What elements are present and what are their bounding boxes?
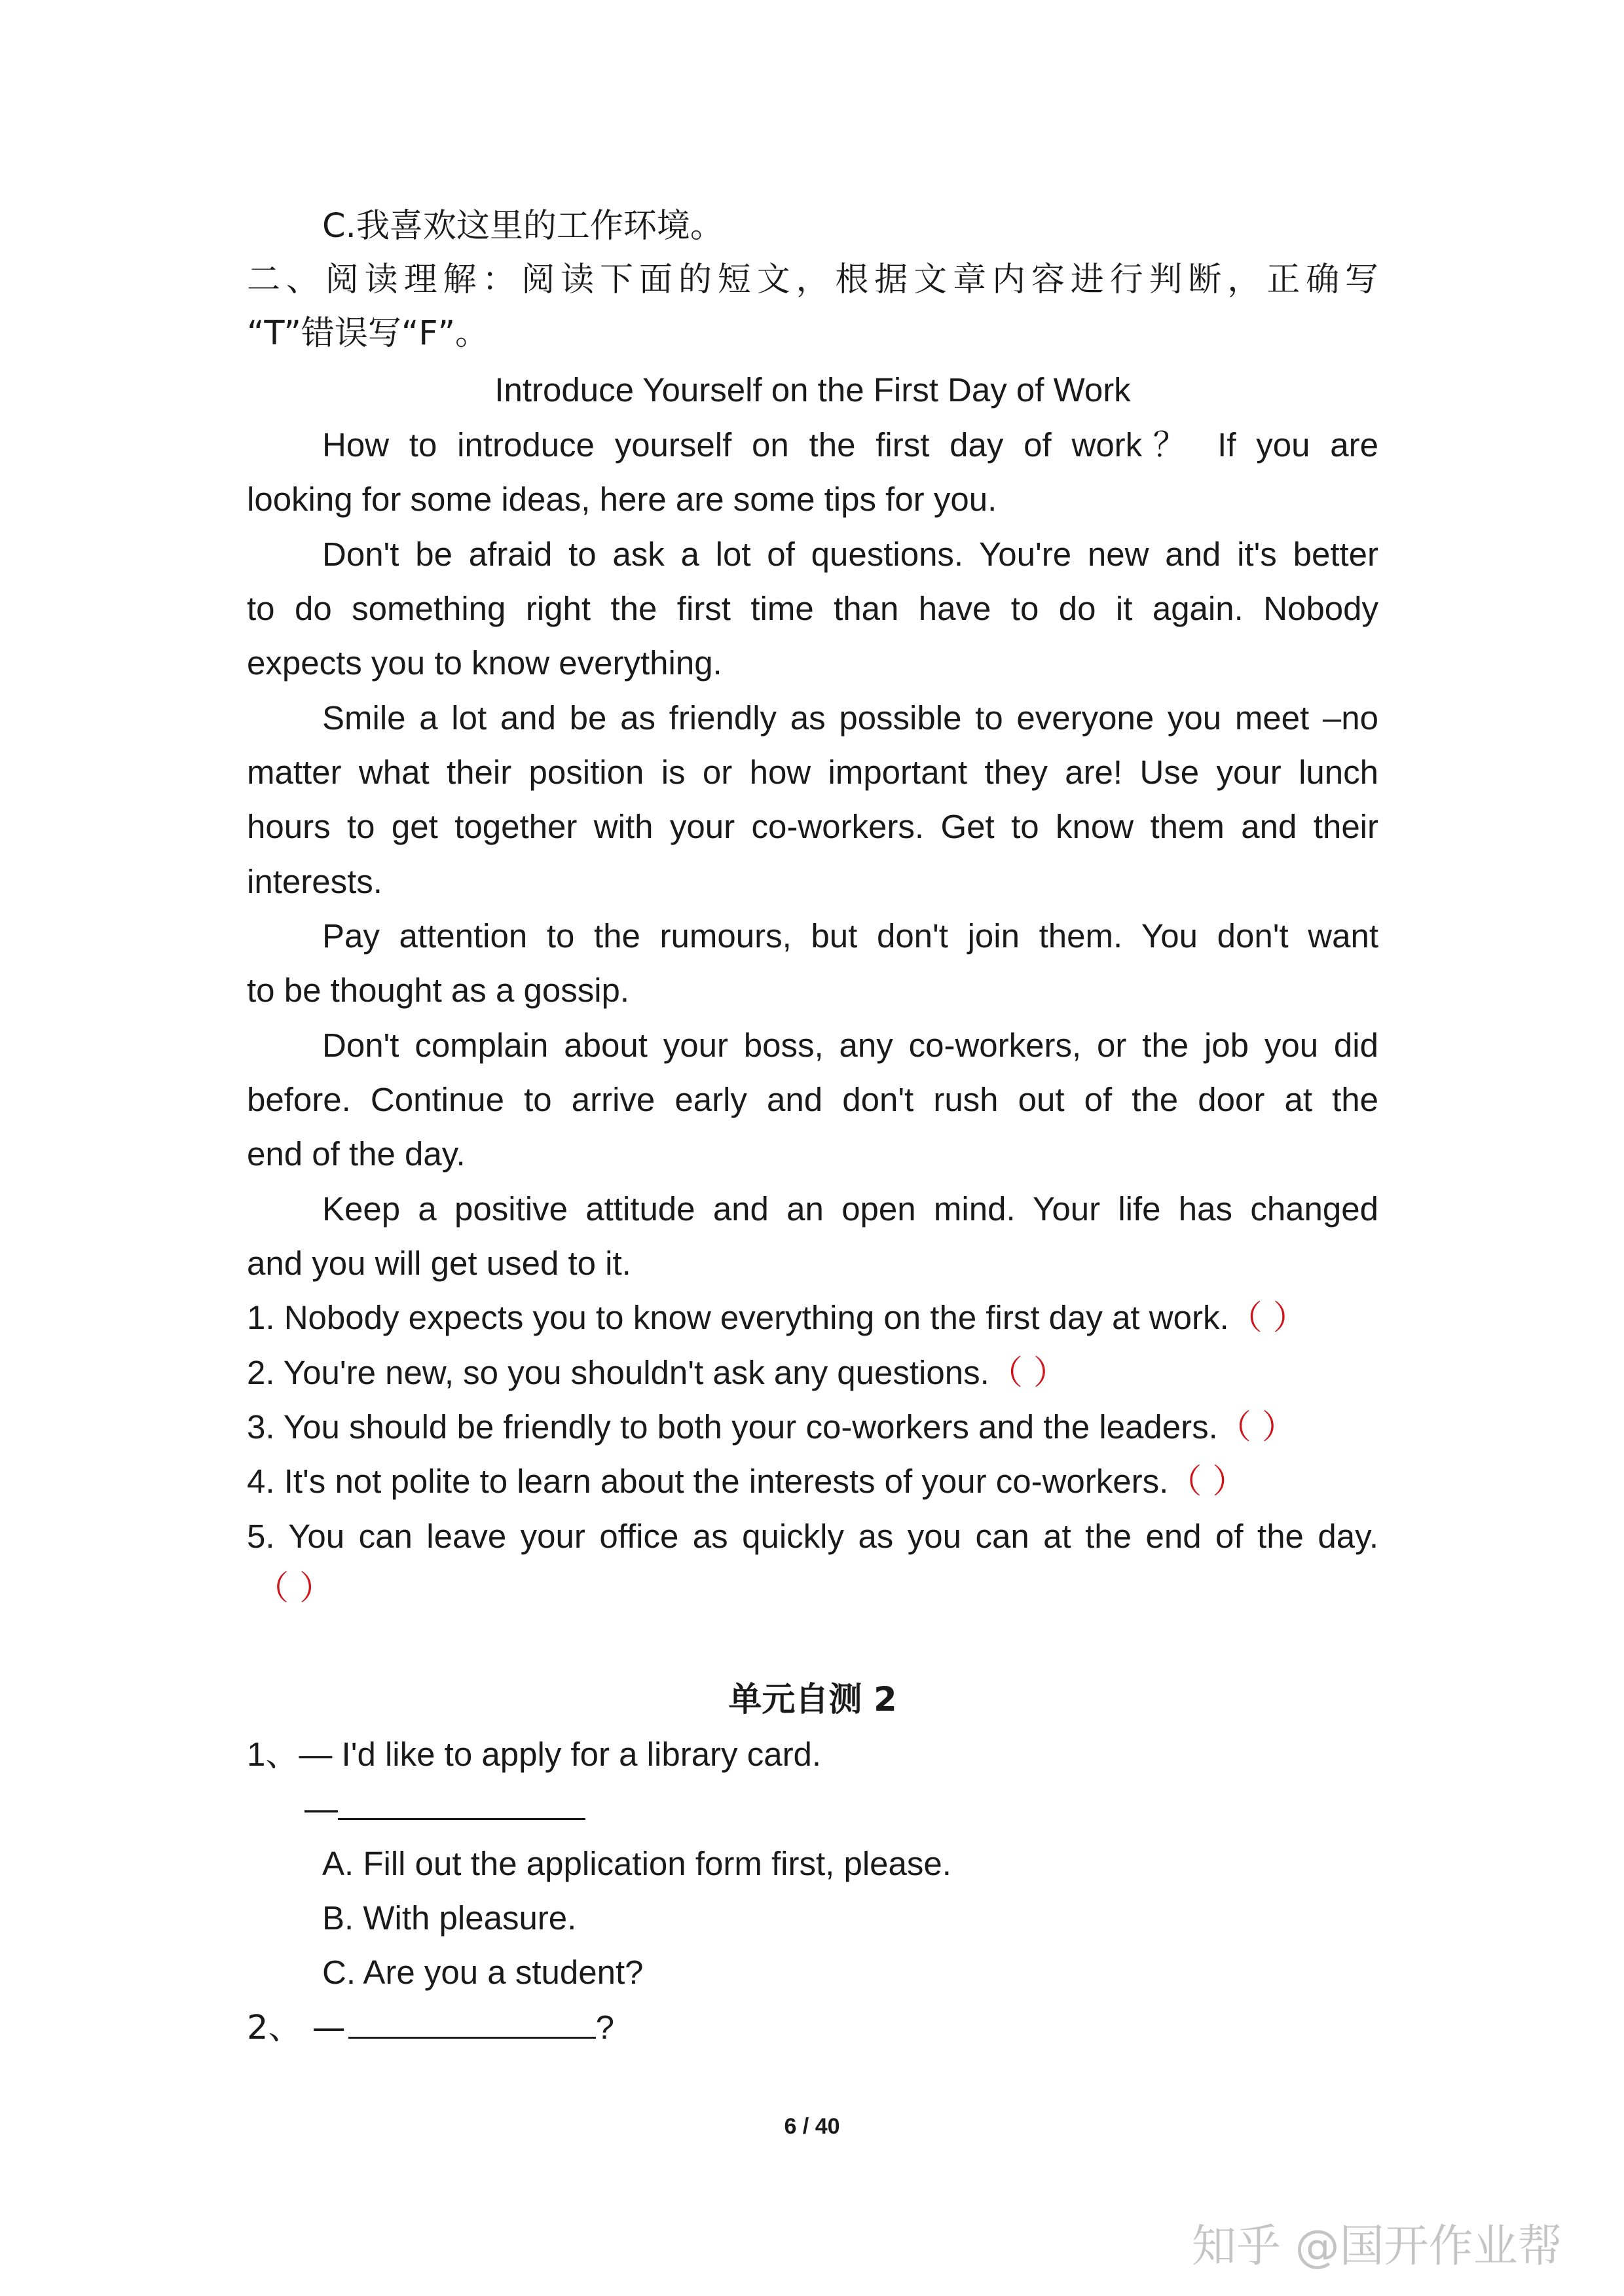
answer-blank[interactable]: （ ） [1228,1299,1306,1338]
passage-line: Smile a lot and be as friendly as possible to everyone you meet –no [322,699,1378,737]
answer-blank[interactable]: （ ） [1217,1408,1295,1447]
passage-line: Keep a positive attitude and an open mind. Your life has changed [322,1190,1378,1228]
question-2-suffix: ? [595,2009,615,2046]
statement-5: 5. You can leave your office as quickly as you can at the end of the day. [247,1518,1378,1555]
answer-blank[interactable]: （ ） [1168,1463,1246,1501]
answer-line[interactable] [348,2008,596,2039]
answer-line[interactable] [338,1789,585,1820]
statement-text: 1. Nobody expects you to know everything on the first day at work. [247,1299,1229,1336]
passage-title: Introduce Yourself on the First Day of Work [494,371,1131,409]
passage-line: interests. [247,863,382,900]
question-2-prefix: 2、 — [247,2009,346,2047]
option-b: B. With pleasure. [322,1899,577,1937]
answer-blank[interactable]: （ ） [255,1569,333,1608]
passage-line: to do something right the first time than have to do it again. Nobody [247,590,1378,627]
question-2-prompt [247,2008,614,2047]
passage-line: to be thought as a gossip. [247,972,630,1009]
watermark-logo: 知乎 @国开作业帮 [1192,2221,1562,2272]
passage-line: matter what their position is or how important they are! Use your lunch [247,754,1378,791]
statement-text: 3. You should be friendly to both your co-workers and the leaders. [247,1408,1218,1446]
option-a: A. Fill out the application form first, please. [322,1845,951,1882]
passage-line: before. Continue to arrive early and don't rush out of the door at the [247,1081,1378,1118]
question-1-reply [304,1789,585,1829]
passage-line: looking for some ideas, here are some tips for you. [247,481,997,518]
statement-4 [247,1462,1246,1501]
passage-line: Don't be afraid to ask a lot of questions. You're new and it's better [322,536,1378,573]
unit-test-title: 单元自测 2 [728,1681,897,1719]
statement-1 [247,1298,1306,1338]
section-heading-line-1: 二、阅读理解：阅读下面的短文，根据文章内容进行判断，正确写 [247,261,1378,299]
answer-blank[interactable]: （ ） [989,1354,1067,1393]
passage-line: Don't complain about your boss, any co-workers, or the job you did [322,1027,1378,1064]
passage-line: end of the day. [247,1135,466,1173]
statement-text: 2. You're new, so you shouldn't ask any questions. [247,1354,989,1391]
reply-dash: — [304,1790,338,1827]
question-1-prompt: 1、— I'd like to apply for a library card. [247,1736,822,1773]
statement-text: 4. It's not polite to learn about the interests of your co-workers. [247,1463,1169,1500]
statement-3 [247,1408,1295,1447]
statement-2 [247,1353,1067,1393]
passage-line: Pay attention to the rumours, but don't join them. You don't want [322,917,1378,955]
page-number: 6 / 40 [784,2114,840,2139]
passage-line: and you will get used to it. [247,1245,631,1282]
passage-line: hours to get together with your co-workers. Get to know them and their [247,808,1378,845]
passage-line: expects you to know everything. [247,644,722,682]
passage-line: How to introduce yourself on the first day of work？ If you are [322,426,1378,464]
section-heading-line-2: “T”错误写“F”。 [247,314,489,353]
option-c: C.我喜欢这里的工作环境。 [322,207,724,246]
option-c: C. Are you a student? [322,1954,644,1991]
